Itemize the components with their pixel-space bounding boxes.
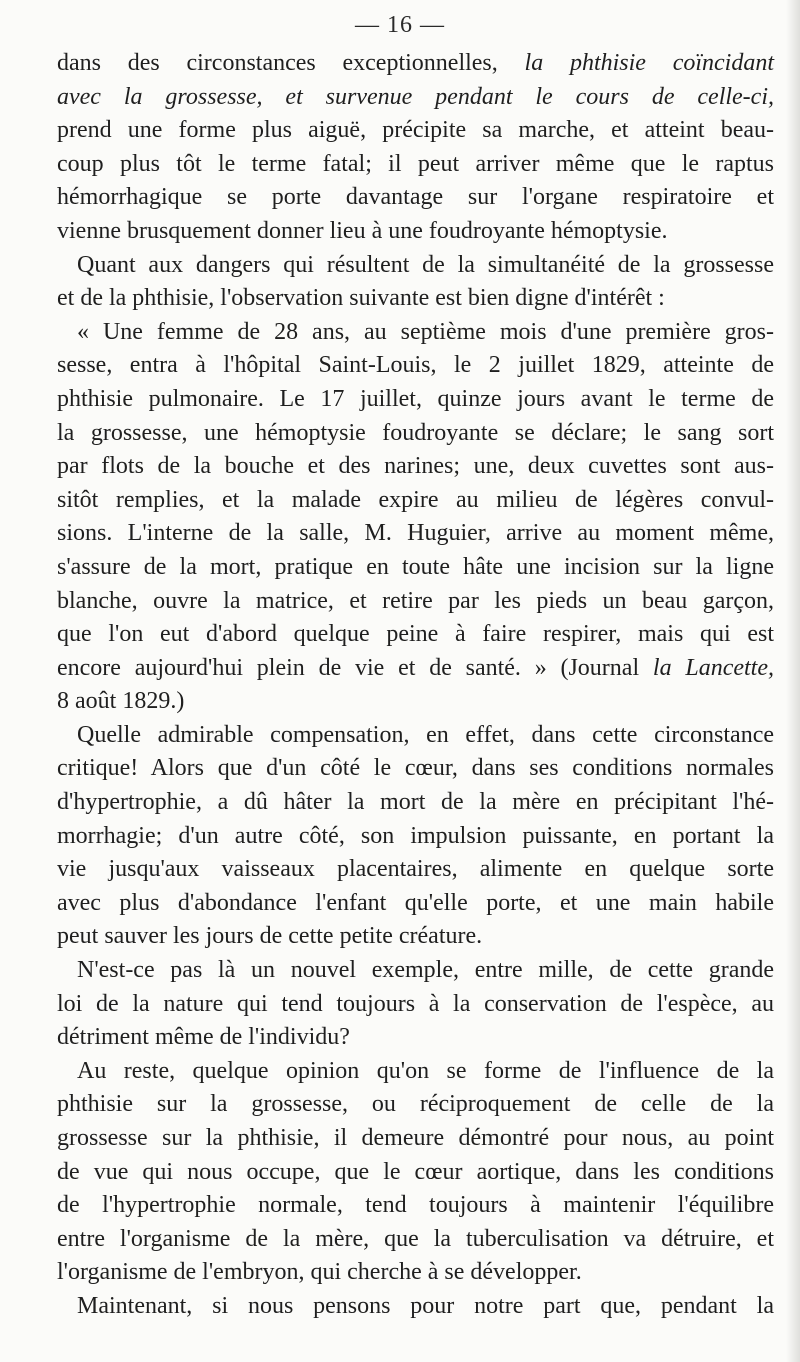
- page-edge-shadow: [786, 0, 800, 1362]
- text-segment: entre l'organisme de la mère, que la tuberculisation va détruire, et: [57, 1225, 774, 1252]
- text-segment: encore aujourd'hui plein de vie et de santé. » (Journal: [57, 654, 653, 681]
- text-line: [57, 1021, 774, 1055]
- text-segment: critique! Alors que d'un côté le cœur, dans ses conditions normales: [57, 755, 774, 782]
- text-segment: Quant aux dangers qui résultent de la simultanéité de la grossesse: [77, 251, 774, 278]
- text-line: [57, 1256, 774, 1290]
- text-segment: coup plus tôt le terme fatal; il peut arriver même que le raptus: [57, 150, 774, 177]
- text-line: [57, 853, 774, 887]
- text-segment: dans des circonstances exceptionnelles,: [57, 50, 525, 76]
- text-line: [57, 417, 774, 451]
- text-segment: la grossesse, une hémoptysie foudroyante se déclare; le sang sort: [57, 419, 774, 446]
- text-segment: d'hypertrophie, a dû hâter la mort de la mère en précipitant l'hé-: [57, 789, 774, 816]
- text-line: [57, 1223, 774, 1257]
- text-segment: peut sauver les jours de cette petite créature.: [57, 923, 483, 950]
- italic-text-segment: la phthisie coïncidant: [524, 50, 774, 76]
- text-segment: l'organisme de l'embryon, qui cherche à se développer.: [57, 1259, 582, 1286]
- text-segment: Maintenant, si nous pensons pour notre part que, pendant la: [77, 1292, 774, 1319]
- text-segment: hémorrhagique se porte davantage sur l'organe respiratoire et: [57, 184, 774, 211]
- text-segment: phthisie pulmonaire. Le 17 juillet, quinze jours avant le terme de: [57, 385, 774, 412]
- text-line: [57, 249, 774, 283]
- text-segment: phthisie sur la grossesse, ou réciproquement de celle de la: [57, 1091, 774, 1118]
- text-segment: vienne brusquement donner lieu à une foudroyante hémoptysie.: [57, 217, 668, 244]
- text-segment: « Une femme de 28 ans, au septième mois d'une première gros-: [77, 318, 774, 345]
- text-line: [57, 114, 774, 148]
- text-line: [57, 685, 774, 719]
- text-line: [57, 1290, 774, 1324]
- page-number-header: — 16 —: [355, 12, 445, 38]
- text-line: [57, 81, 774, 115]
- text-segment: N'est-ce pas là un nouvel exemple, entre mille, de cette grande: [77, 957, 774, 984]
- text-line: [57, 282, 774, 316]
- text-line: [57, 47, 774, 81]
- text-line: [57, 349, 774, 383]
- text-line: [57, 652, 774, 686]
- text-segment: prend une forme plus aiguë, précipite sa marche, et atteint beau-: [57, 117, 774, 144]
- text-line: [57, 1055, 774, 1089]
- text-line: [57, 585, 774, 619]
- text-segment: grossesse sur la phthisie, il demeure démontré pour nous, au point: [57, 1125, 774, 1151]
- text-line: [57, 752, 774, 786]
- text-line: [57, 450, 774, 484]
- text-line: [57, 1156, 774, 1190]
- text-segment: 8 août 1829.): [57, 688, 185, 715]
- text-segment: sions. L'interne de la salle, M. Huguier, arrive au moment même,: [57, 520, 774, 547]
- text-segment: Quelle admirable compensation, en effet, dans cette circonstance: [77, 721, 774, 748]
- text-line: [57, 484, 774, 518]
- text-segment: sitôt remplies, et la malade expire au milieu de légères convul-: [57, 486, 774, 513]
- text-segment: avec plus d'abondance l'enfant qu'elle porte, et une main habile: [57, 889, 774, 916]
- text-line: [57, 551, 774, 585]
- text-line: [57, 887, 774, 921]
- text-line: [57, 215, 774, 249]
- text-segment: et de la phthisie, l'observation suivante est bien digne d'intérêt :: [57, 285, 665, 312]
- text-line: [57, 820, 774, 854]
- text-segment: par flots de la bouche et des narines; une, deux cuvettes sont aus-: [57, 453, 774, 480]
- text-line: [57, 1088, 774, 1122]
- text-line: [57, 316, 774, 350]
- text-segment: que l'on eut d'abord quelque peine à faire respirer, mais qui est: [57, 621, 774, 648]
- italic-text-segment: la Lancette,: [652, 654, 774, 681]
- text-segment: loi de la nature qui tend toujours à la conservation de l'espèce, au: [57, 990, 774, 1017]
- italic-text-segment: avec la grossesse, et survenue pendant le cours de celle-ci,: [57, 83, 774, 110]
- text-line: [57, 954, 774, 988]
- body-text: [57, 47, 774, 1324]
- text-segment: s'assure de la mort, pratique en toute hâte une incision sur la ligne: [57, 553, 774, 580]
- text-segment: de l'hypertrophie normale, tend toujours à maintenir l'équilibre: [57, 1192, 774, 1219]
- text-line: [57, 1122, 774, 1156]
- text-segment: détriment même de l'individu?: [57, 1024, 350, 1051]
- text-line: [57, 383, 774, 417]
- text-line: [57, 148, 774, 182]
- text-line: [57, 786, 774, 820]
- text-segment: Au reste, quelque opinion qu'on se forme de l'influence de la: [77, 1057, 774, 1084]
- text-line: [57, 1189, 774, 1223]
- text-line: [57, 181, 774, 215]
- text-segment: de vue qui nous occupe, que le cœur aortique, dans les conditions: [57, 1158, 774, 1185]
- text-line: [57, 988, 774, 1022]
- text-segment: blanche, ouvre la matrice, et retire par les pieds un beau garçon,: [57, 587, 774, 614]
- text-line: [57, 618, 774, 652]
- text-segment: vie jusqu'aux vaisseaux placentaires, alimente en quelque sorte: [57, 856, 774, 883]
- text-line: [57, 920, 774, 954]
- text-segment: morrhagie; d'un autre côté, son impulsion puissante, en portant la: [57, 822, 774, 849]
- text-line: [57, 719, 774, 753]
- text-line: [57, 517, 774, 551]
- text-segment: sesse, entra à l'hôpital Saint-Louis, le 2 juillet 1829, atteinte de: [57, 352, 774, 379]
